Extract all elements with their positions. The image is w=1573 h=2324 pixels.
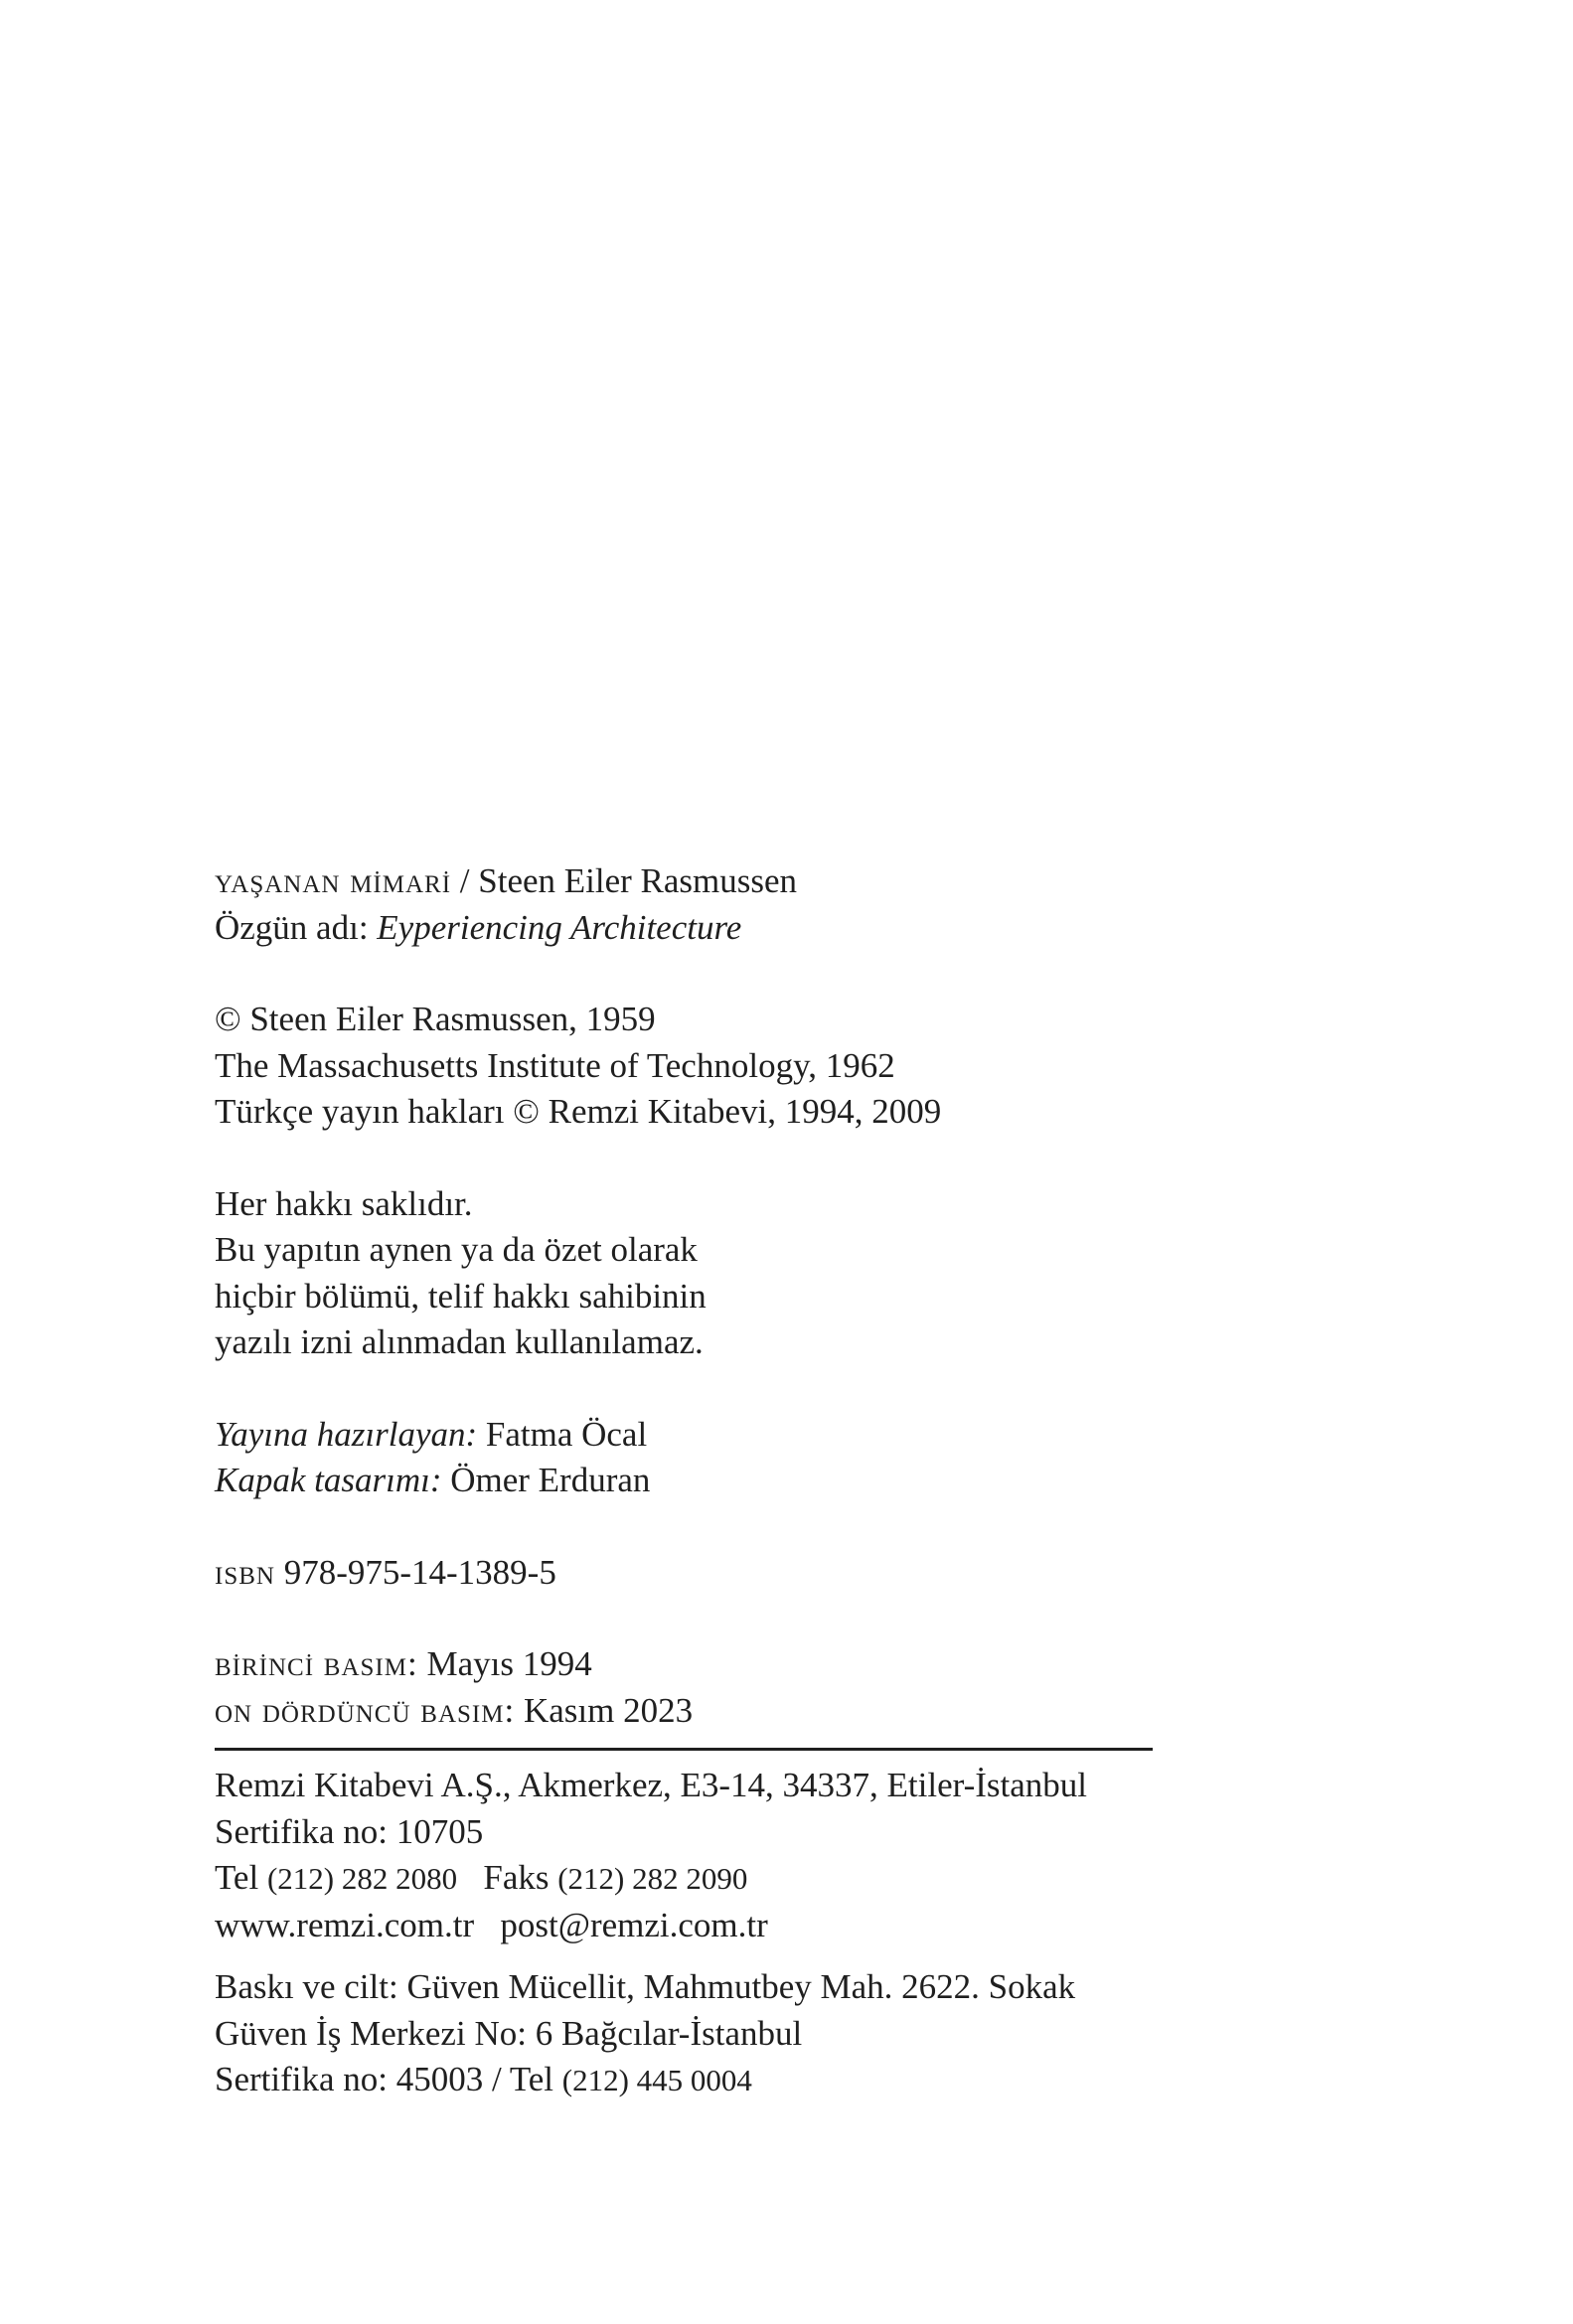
first-edition-date: Mayıs 1994	[426, 1644, 592, 1683]
original-title-line	[215, 905, 1169, 952]
original-title-label: Özgün adı:	[215, 907, 369, 947]
printer-block	[215, 1964, 1169, 2104]
current-edition-line	[215, 1688, 1169, 1735]
editor-line	[215, 1412, 1169, 1459]
cover-design-line	[215, 1458, 1169, 1504]
publisher-certificate: Sertifika no: 10705	[215, 1811, 484, 1851]
publisher-phone-line	[215, 1855, 1169, 1903]
rights-block	[215, 1181, 1169, 1366]
rights-line: Her hakkı saklıdır.	[215, 1183, 473, 1223]
current-edition-label: on dördüncü basim:	[215, 1690, 516, 1730]
email-link: post@remzi.com.tr	[500, 1905, 768, 1944]
copyright-block	[215, 997, 1169, 1136]
first-edition-label: bi̇ri̇nci̇ basim:	[215, 1644, 418, 1683]
publisher-address: Remzi Kitabevi A.Ş., Akmerkez, E3-14, 34337, Etiler-İstanbul	[215, 1766, 1088, 1804]
printer-line: Baskı ve cilt: Güven Mücellit, Mahmutbey Mah. 2622. Sokak	[215, 1967, 1076, 2006]
isbn-block	[215, 1550, 1169, 1597]
rights-line: yazılı izni alınmadan kullanılamaz.	[215, 1322, 704, 1361]
cover-designer-name: Ömer Erduran	[450, 1461, 651, 1499]
editions-block	[215, 1641, 1169, 1734]
title-block	[215, 858, 1169, 951]
copyright-line: Türkçe yayın hakları © Remzi Kitabevi, 1994, 2009	[215, 1092, 942, 1131]
first-edition-line	[215, 1641, 1169, 1688]
cover-design-label: Kapak tasarımı:	[215, 1461, 442, 1499]
tel-number: (212) 282 2080	[266, 1861, 458, 1896]
printer-line: Güven İş Merkezi No: 6 Bağcılar-İstanbul	[215, 2013, 803, 2053]
editor-label: Yayına hazırlayan:	[215, 1414, 478, 1454]
publisher-web-line	[215, 1903, 1169, 1949]
copyright-line: The Massachusetts Institute of Technology, 1962	[215, 1045, 895, 1085]
publisher-block	[215, 1763, 1169, 1948]
rights-line: hiçbir bölümü, telif hakkı sahibinin	[215, 1276, 707, 1316]
original-title: Eyperiencing Architecture	[377, 907, 742, 947]
printer-certificate-line	[215, 2057, 1169, 2104]
author: / Steen Eiler Rasmussen	[459, 861, 798, 900]
isbn-value: 978-975-14-1389-5	[283, 1552, 556, 1592]
website-link: www.remzi.com.tr	[215, 1905, 475, 1944]
isbn-line	[215, 1550, 1169, 1597]
fax-label: Faks	[483, 1858, 550, 1897]
copyright-line: © Steen Eiler Rasmussen, 1959	[215, 1000, 656, 1038]
printer-certificate: Sertifika no: 45003 / Tel	[215, 2060, 554, 2098]
current-edition-date: Kasım 2023	[523, 1690, 694, 1730]
colophon	[215, 858, 1169, 2104]
editor-name: Fatma Öcal	[485, 1414, 648, 1454]
fax-number: (212) 282 2090	[557, 1861, 748, 1896]
divider-rule	[215, 1748, 1153, 1751]
credits-block	[215, 1412, 1169, 1504]
tel-label: Tel	[215, 1858, 259, 1897]
isbn-label: isbn	[215, 1552, 275, 1592]
rights-line: Bu yapıtın aynen ya da özet olarak	[215, 1230, 698, 1269]
book-title-line	[215, 858, 1169, 905]
printer-tel-number: (212) 445 0004	[561, 2063, 752, 2097]
book-title: yaşanan mi̇mari̇	[215, 861, 452, 900]
